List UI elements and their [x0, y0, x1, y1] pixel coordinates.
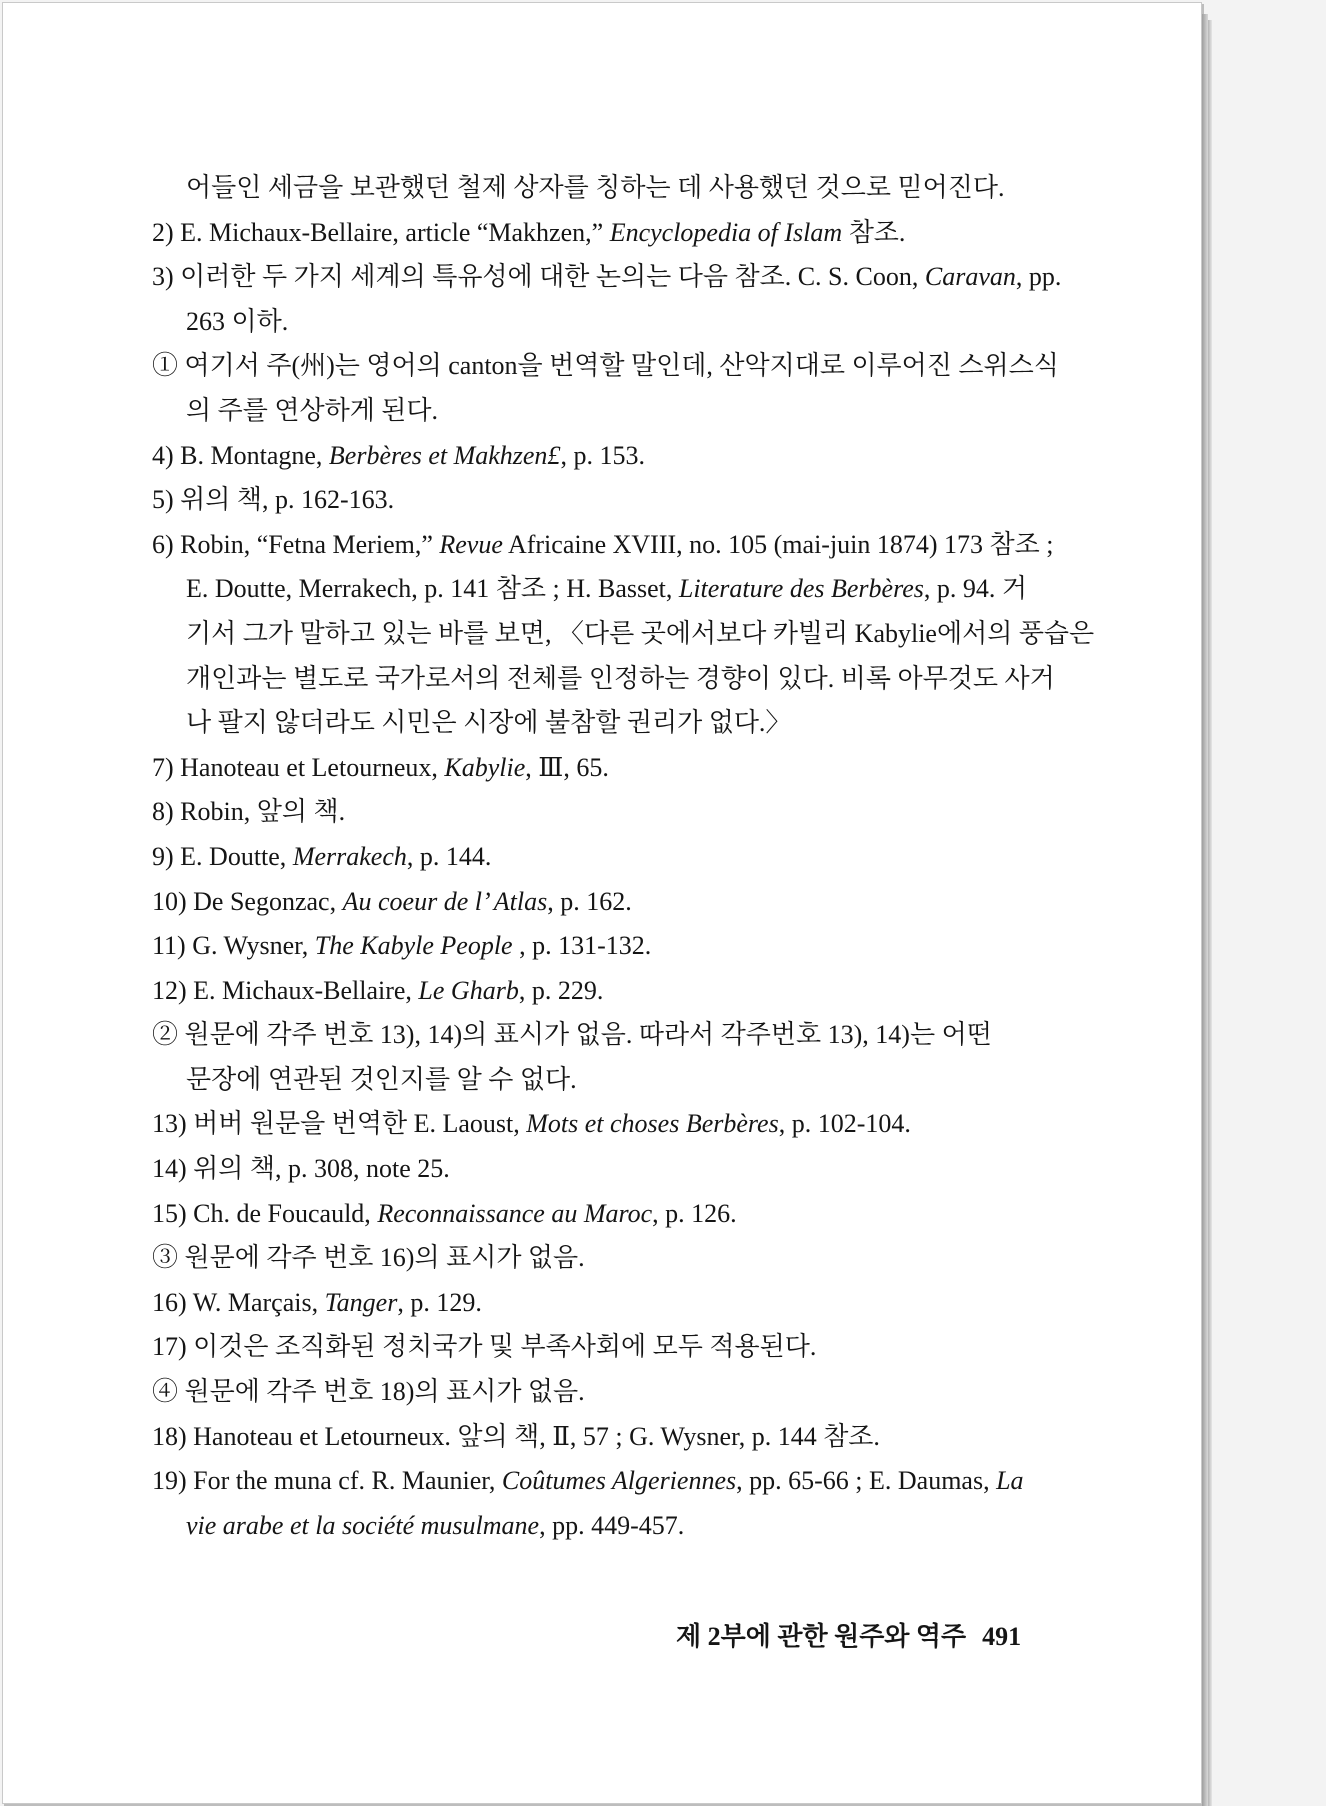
note-line: [152, 1058, 1040, 1103]
note-text: 나 팔지 않더라도 시민은 시장에 불참할 권리가 없다.〉: [186, 708, 792, 738]
note-line: [152, 1013, 1040, 1058]
note-line: [152, 478, 1040, 523]
note-line: [152, 255, 1062, 300]
italic-title: The Kabyle People: [314, 931, 513, 961]
note-text: 10) De Segonzac,: [152, 886, 343, 916]
note-line: [152, 924, 1040, 969]
note-line: [152, 880, 1040, 925]
note-line: [152, 1504, 1040, 1549]
note-text: , p. 144.: [406, 841, 492, 871]
note-text: 문장에 연관된 것인지를 알 수 없다.: [186, 1064, 577, 1094]
note-line: [152, 969, 1040, 1014]
note-line: [152, 1147, 1040, 1192]
note-text: , p. 102-104.: [778, 1109, 911, 1139]
note-text: , pp.: [1015, 262, 1062, 292]
italic-title: Literature des Berbères: [678, 574, 924, 604]
note-text: 9) E. Doutte,: [152, 841, 293, 871]
note-text: 12) E. Michaux-Bellaire,: [152, 975, 419, 1005]
italic-title: Merrakech: [292, 841, 407, 871]
page-footer: [676, 1616, 1022, 1653]
note-line: [152, 835, 1040, 880]
note-line: [152, 1102, 1040, 1147]
note-text: ① 여기서 주(州)는 영어의 canton을 번역할 말인데, 산악지대로 이루어진 스위스식: [152, 351, 1059, 381]
note-text: 5) 위의 책, p. 162-163.: [152, 485, 395, 515]
note-line: [152, 344, 1059, 389]
note-text: 11) G. Wysner,: [152, 931, 315, 961]
italic-title: Revue: [439, 529, 503, 559]
italic-title: La: [996, 1466, 1024, 1496]
note-text: 13) 버버 원문을 번역한 E. Laoust,: [152, 1109, 527, 1139]
note-text: 263 이하.: [186, 306, 289, 336]
note-text: 7) Hanoteau et Letourneux,: [152, 752, 445, 782]
note-text: 8) Robin, 앞의 책.: [152, 797, 346, 827]
note-line: [152, 434, 1040, 479]
italic-title: Coûtumes Algeriennes: [501, 1466, 737, 1496]
note-text: Africaine XVIII, no. 105 (mai-juin 1874) 173 참조 ;: [502, 529, 1054, 559]
italic-title: Berbères et Makhzen£: [328, 440, 561, 470]
note-text: 4) B. Montagne,: [152, 440, 329, 470]
note-text: 17) 이것은 조직화된 정치국가 및 부족사회에 모두 적용된다.: [152, 1332, 817, 1362]
note-line: [152, 1281, 1040, 1326]
note-text: E. Doutte, Merrakech, p. 141 참조 ; H. Basset,: [186, 574, 679, 604]
page-number: 491: [982, 1622, 1022, 1651]
italic-title: Mots et choses Berbères: [526, 1109, 779, 1139]
endnotes-body: [152, 166, 1095, 1548]
note-text: 3) 이러한 두 가지 세계의 특유성에 대한 논의는 다음 참조. C. S. Coon,: [152, 262, 925, 292]
note-text: , p. 129.: [397, 1287, 482, 1317]
note-text: , p. 94. 거: [923, 574, 1028, 604]
note-text: 참조.: [842, 217, 906, 247]
note-text: , Ⅲ, 65.: [525, 752, 609, 782]
note-line: [152, 1236, 1040, 1281]
note-line: [152, 746, 1040, 791]
italic-title: Encyclopedia of Islam: [609, 217, 843, 247]
italic-title: Au coeur de l’ Atlas: [342, 886, 548, 916]
note-text: 개인과는 별도로 국가로서의 전체를 인정하는 경향이 있다. 비록 아무것도 사거: [186, 663, 1055, 693]
note-line: [152, 211, 1040, 256]
note-text: 기서 그가 말하고 있는 바를 보면, 〈다른 곳에서보다 카빌리 Kabylie에서의 풍습은: [186, 618, 1095, 648]
note-text: 18) Hanoteau et Letourneux. 앞의 책, Ⅱ, 57 ; G. Wysner, p. 144 참조.: [152, 1421, 880, 1451]
note-text: 16) W. Marçais,: [152, 1287, 325, 1317]
italic-title: vie arabe et la société musulmane: [186, 1510, 540, 1540]
note-line: [152, 612, 1095, 657]
italic-title: Caravan: [924, 262, 1016, 292]
note-text: 어들인 세금을 보관했던 철제 상자를 칭하는 데 사용했던 것으로 믿어진다.: [186, 173, 1005, 202]
note-line: [152, 790, 1040, 835]
italic-title: Tanger: [324, 1287, 398, 1317]
note-line: [152, 1459, 1040, 1504]
note-text: 19) For the muna cf. R. Maunier,: [152, 1466, 502, 1496]
note-text: , p. 131-132.: [512, 931, 652, 961]
italic-title: Kabylie: [444, 752, 526, 782]
note-line: [152, 1370, 1040, 1415]
note-text: ② 원문에 각주 번호 13), 14)의 표시가 없음. 따라서 각주번호 13), 14)는 어떤: [152, 1020, 992, 1050]
running-head: 제 2부에 관한 원주와 역주: [676, 1622, 967, 1651]
note-text: 6) Robin, “Fetna Meriem,”: [152, 529, 440, 559]
note-line: [152, 657, 1055, 702]
note-line: [152, 523, 1054, 568]
note-line: [152, 567, 1040, 612]
note-text: , pp. 65-66 ; E. Daumas,: [736, 1466, 997, 1496]
italic-title: Reconnaissance au Maroc: [377, 1198, 653, 1228]
note-text: 14) 위의 책, p. 308, note 25.: [152, 1154, 450, 1184]
note-line: [152, 701, 1040, 746]
note-text: 의 주를 연상하게 된다.: [186, 395, 439, 425]
note-line: [152, 1192, 1040, 1237]
note-line: [152, 389, 1040, 434]
note-text: , p. 229.: [518, 975, 604, 1005]
note-text: , pp. 449-457.: [539, 1510, 685, 1540]
note-line: [152, 1415, 1040, 1460]
note-line: [152, 166, 1040, 211]
italic-title: Le Gharb: [418, 975, 519, 1005]
note-line: [152, 300, 1040, 345]
note-line: [152, 1325, 1040, 1370]
note-text: 15) Ch. de Foucauld,: [152, 1198, 378, 1228]
note-text: ④ 원문에 각주 번호 18)의 표시가 없음.: [152, 1377, 585, 1407]
page-stack-edge-back: [1208, 20, 1212, 1806]
note-text: 2) E. Michaux-Bellaire, article “Makhzen,”: [152, 217, 610, 247]
note-text: , p. 153.: [560, 440, 645, 470]
note-text: , p. 162.: [547, 886, 632, 916]
note-text: , p. 126.: [652, 1198, 737, 1228]
note-text: ③ 원문에 각주 번호 16)의 표시가 없음.: [152, 1243, 585, 1273]
